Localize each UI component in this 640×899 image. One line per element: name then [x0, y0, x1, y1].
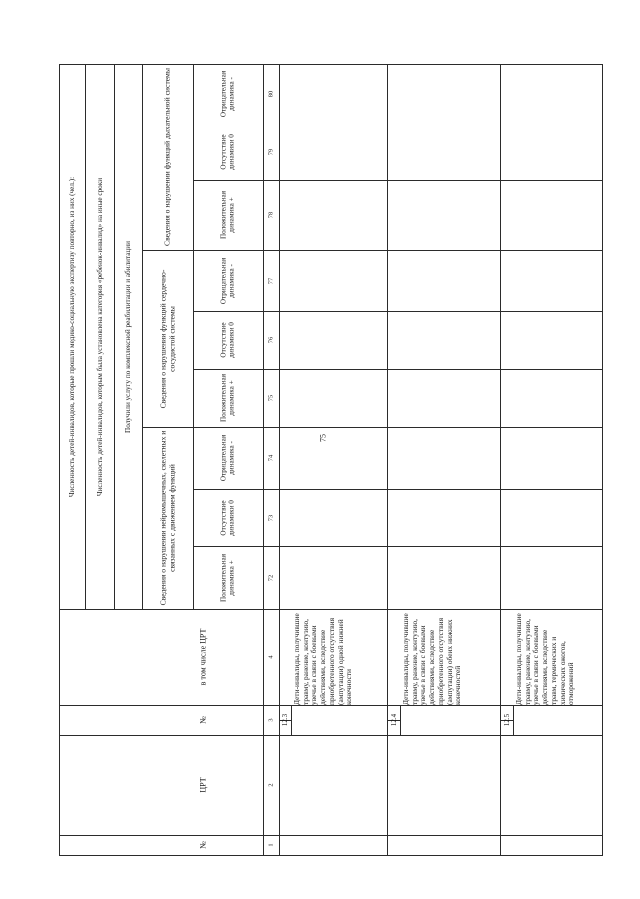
dynamics-1-2-cell — [193, 250, 263, 311]
row-no-box-right-2 — [513, 705, 514, 735]
row-no-box-right-0 — [291, 705, 292, 735]
col-number-72: 72 — [267, 574, 275, 581]
dynamics-2-0-cell — [193, 180, 263, 250]
col1-line — [59, 835, 602, 836]
row-no-0-cell — [279, 705, 291, 735]
table-border-bottom — [59, 855, 602, 856]
col-tsrt-header-cell — [142, 735, 263, 835]
col-number-79: 79 — [267, 148, 275, 155]
group-title-0-cell — [142, 427, 193, 609]
col-tsrt-header: ЦРТ — [197, 777, 207, 793]
col-no2-header-cell — [142, 705, 263, 735]
col-number-76-cell — [263, 311, 279, 369]
group-title-1: Сведения о нарушении функций сердечно-сосудистой системы — [157, 269, 176, 408]
col-no-header-cell — [142, 835, 263, 855]
dynamics-1-0-cell — [193, 369, 263, 427]
dynamics-0-1-cell — [193, 489, 263, 546]
row-no-box-right-1 — [400, 705, 401, 735]
super-header: Численность детей-инвалидов, которые прошли медико-социальную экспертизу повторно, из них (чел.): — [67, 176, 76, 497]
dynamics-2-1: Отсутствие динамики 0 — [219, 133, 236, 170]
crt-line — [59, 705, 602, 706]
col-number-80: 80 — [267, 90, 275, 97]
page-number — [317, 428, 329, 448]
col-number-73: 73 — [267, 514, 275, 521]
col-number-75: 75 — [267, 394, 275, 402]
col-number-2-cell — [263, 735, 279, 835]
dynamics-1-2: Отрицательная динамика - — [219, 257, 236, 304]
no2-line — [59, 735, 602, 736]
row-no-2-cell — [501, 705, 513, 735]
dynamics-1-1-cell — [193, 311, 263, 369]
sub-header-cell — [85, 64, 114, 609]
row-sep-2 — [500, 64, 501, 855]
group-title-2-cell — [142, 64, 193, 250]
dynamics-2-2: Отрицательная динамика - — [219, 70, 236, 117]
col-number-74: 74 — [267, 454, 275, 462]
row-text-2: Дети-инвалиды, получившие травму, ранение, контузию, увечье в связи с боевыми действиями, вследствие травм, термических и химических ожогов, отморожений — [514, 613, 576, 705]
group-title-1-cell — [142, 250, 193, 427]
col-number-77-cell — [263, 250, 279, 311]
dynamics-1-1: Отсутствие динамики 0 — [219, 322, 236, 358]
col-number-79-cell — [263, 123, 279, 180]
row-no-1-cell — [388, 705, 400, 735]
col-number-3-cell — [263, 705, 279, 735]
row-no-0: 12.3 — [280, 713, 289, 727]
dynamics-0-2: Отрицательная динамика - — [219, 434, 236, 482]
col-number-1: 1 — [267, 843, 275, 847]
table-border-right — [602, 64, 603, 856]
col-number-78: 78 — [267, 211, 275, 219]
sub-header: Численность детей-инвалидов, которым была установлена категория «ребенок-инвалид» на иные сроки — [95, 177, 104, 496]
row-no-2: 12.5 — [502, 713, 511, 727]
row-no-1: 12.4 — [389, 713, 398, 727]
col-number-75-cell — [263, 369, 279, 427]
row-text-1: Дети-инвалиды, получившие травму, ранение, контузию, увечье в связи с боевыми действиями, вследствие приобретенного отсутствия (ампутации) обеих нижних конечностей — [401, 613, 463, 705]
page-number-text: 75 — [318, 434, 328, 442]
group-header: Получили услугу по комплексной реабилитации и абилитации — [123, 240, 132, 433]
group-header-cell — [114, 64, 142, 609]
col-number-74-cell — [263, 427, 279, 489]
col-number-72-cell — [263, 546, 279, 609]
dynamics-0-2-cell — [193, 427, 263, 489]
dynamics-0-0-cell — [193, 546, 263, 609]
left-top-line — [59, 609, 602, 610]
col-number-80-cell — [263, 64, 279, 123]
row-sep-1 — [387, 64, 388, 855]
group-title-2: Сведения о нарушении функций дыхательной системы — [162, 68, 172, 246]
numbers-line — [279, 64, 280, 855]
col-no2-header: № — [197, 716, 207, 724]
col-number-3: 3 — [267, 718, 275, 722]
dynamics-0-1: Отсутствие динамики 0 — [219, 499, 236, 536]
col-number-78-cell — [263, 180, 279, 250]
col-number-73-cell — [263, 489, 279, 546]
dynamics-2-1-cell — [193, 123, 263, 180]
col-number-1-cell — [263, 835, 279, 855]
col-number-2: 2 — [267, 783, 275, 787]
dynamics-2-0: Положительная динамика + — [219, 190, 236, 240]
col-no-header: № — [197, 841, 207, 849]
col-incl-header-cell — [142, 609, 263, 705]
col-incl-header: в том числе ЦРТ — [197, 628, 207, 686]
col-number-76: 76 — [267, 336, 275, 344]
super-header-cell — [59, 64, 85, 609]
group-title-0: Сведения о нарушении нейромышечных, скелетных и связанных с движением функций — [157, 430, 176, 606]
col-number-77: 77 — [267, 277, 275, 284]
dynamics-2-2-cell — [193, 64, 263, 123]
col-number-4-cell — [263, 609, 279, 705]
dynamics-0-0: Положительная динамика + — [219, 553, 236, 602]
dynamics-1-0: Положительная динамика + — [219, 373, 236, 423]
row-text-0: Дети-инвалиды, получившие травму, ранение, контузию, увечье в связи с боевыми действиями, вследствие приобретенного отсутствия (ампутации) одной нижней конечности — [292, 613, 354, 705]
col-number-4: 4 — [267, 655, 275, 659]
